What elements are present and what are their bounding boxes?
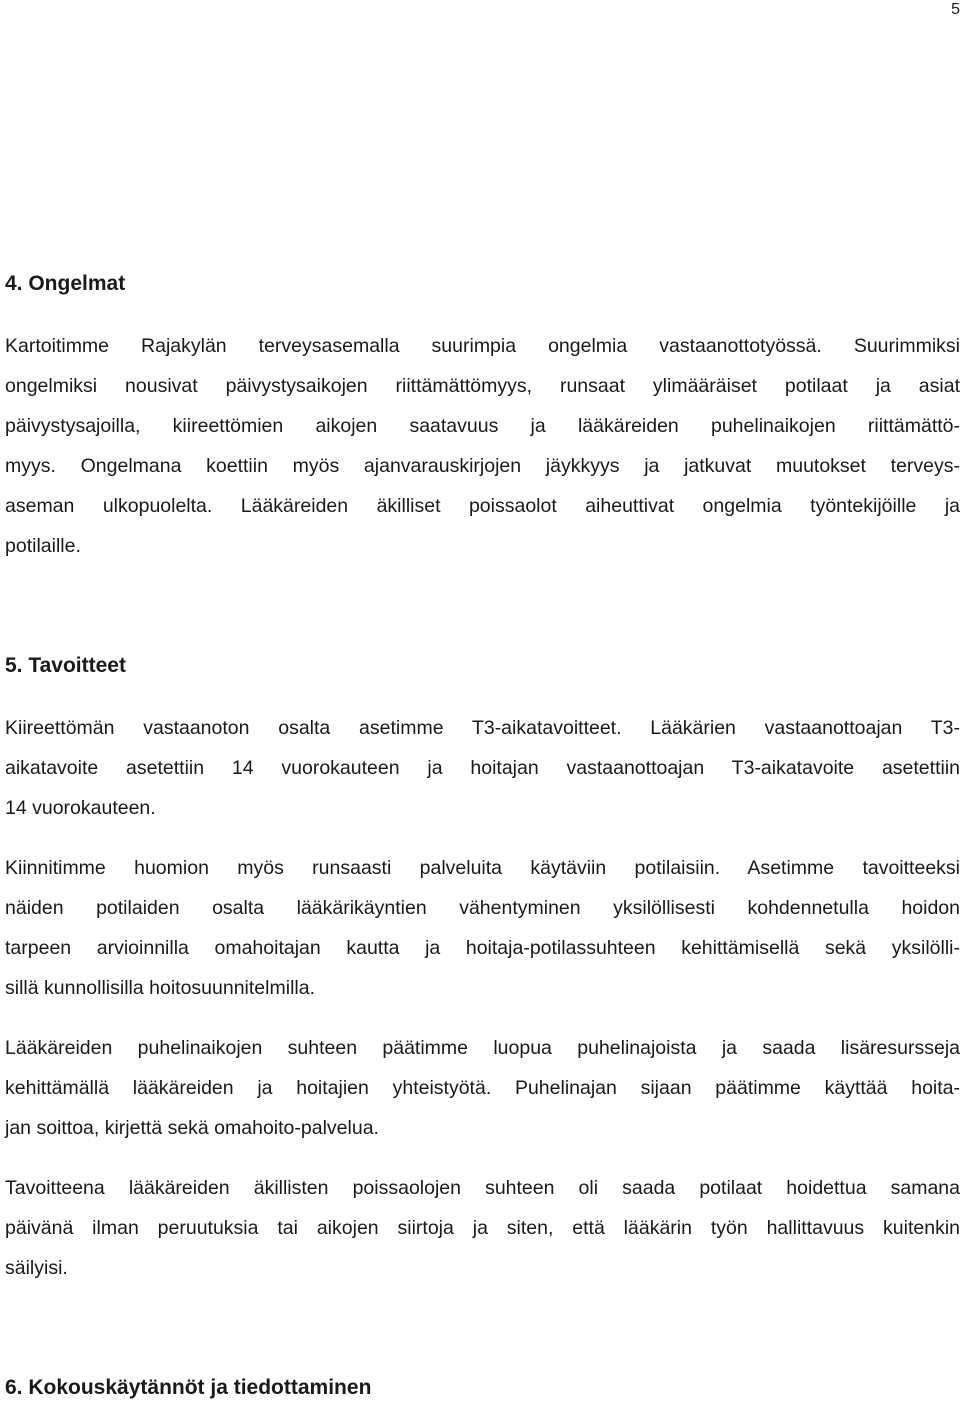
text-line: tarpeen arvioinnilla omahoitajan kautta ja hoitaja-potilassuhteen kehittämisellä sekä yksilölli- bbox=[5, 937, 960, 959]
text-line: näiden potilaiden osalta lääkärikäyntien vähentyminen yksilöllisesti kohdennetulla hoidon bbox=[5, 897, 960, 919]
text-line: Tavoitteena lääkäreiden äkillisten poissaolojen suhteen oli saada potilaat hoidettua samana bbox=[5, 1177, 960, 1199]
text-line: päivänä ilman peruutuksia tai aikojen siirtoja ja siten, että lääkärin työn hallittavuus kuitenkin bbox=[5, 1217, 960, 1239]
text-line: jan soittoa, kirjettä sekä omahoito-palvelua. bbox=[5, 1117, 379, 1139]
text-line: Kiinnitimme huomion myös runsaasti palveluita käytäviin potilaisiin. Asetimme tavoitteeksi bbox=[5, 857, 960, 879]
text-line: Kiireettömän vastaanoton osalta asetimme T3-aikatavoitteet. Lääkärien vastaanottoajan T3- bbox=[5, 717, 960, 739]
section-heading-kokouskaytannot: 6. Kokouskäytännöt ja tiedottaminen bbox=[5, 1376, 372, 1399]
text-line: Kartoitimme Rajakylän terveysasemalla suurimpia ongelmia vastaanottotyössä. Suurimmiksi bbox=[5, 335, 960, 357]
text-line: 14 vuorokauteen. bbox=[5, 797, 156, 819]
text-line: Lääkäreiden puhelinaikojen suhteen päätimme luopua puhelinajoista ja saada lisäresursseja bbox=[5, 1037, 960, 1059]
text-line: potilaille. bbox=[5, 535, 81, 557]
text-line: aikatavoite asetettiin 14 vuorokauteen ja hoitajan vastaanottoajan T3-aikatavoite asetettiin bbox=[5, 757, 960, 779]
paragraph-ongelmat bbox=[5, 326, 960, 566]
paragraph-tavoitteet-4 bbox=[5, 1168, 960, 1288]
text-line: sillä kunnollisilla hoitosuunnitelmilla. bbox=[5, 977, 315, 999]
paragraph-tavoitteet-3 bbox=[5, 1028, 960, 1148]
text-line: ongelmiksi nousivat päivystysaikojen riittämättömyys, runsaat ylimääräiset potilaat ja asiat bbox=[5, 375, 960, 397]
paragraph-tavoitteet-2 bbox=[5, 848, 960, 1008]
text-line: kehittämällä lääkäreiden ja hoitajien yhteistyötä. Puhelinajan sijaan päätimme käyttää hoita- bbox=[5, 1077, 960, 1099]
paragraph-tavoitteet-1 bbox=[5, 708, 960, 828]
document-body bbox=[5, 264, 960, 1408]
text-line: säilyisi. bbox=[5, 1257, 68, 1279]
section-heading-ongelmat: 4. Ongelmat bbox=[5, 272, 126, 295]
page-number: 5 bbox=[951, 1, 960, 18]
section-heading-tavoitteet: 5. Tavoitteet bbox=[5, 654, 126, 677]
text-line: päivystysajoilla, kiireettömien aikojen saatavuus ja lääkäreiden puhelinaikojen riittämättö- bbox=[5, 415, 960, 437]
text-line: aseman ulkopuolelta. Lääkäreiden äkilliset poissaolot aiheuttivat ongelmia työntekijöille ja bbox=[5, 495, 960, 517]
text-line: myys. Ongelmana koettiin myös ajanvarauskirjojen jäykkyys ja jatkuvat muutokset terveys- bbox=[5, 455, 960, 477]
